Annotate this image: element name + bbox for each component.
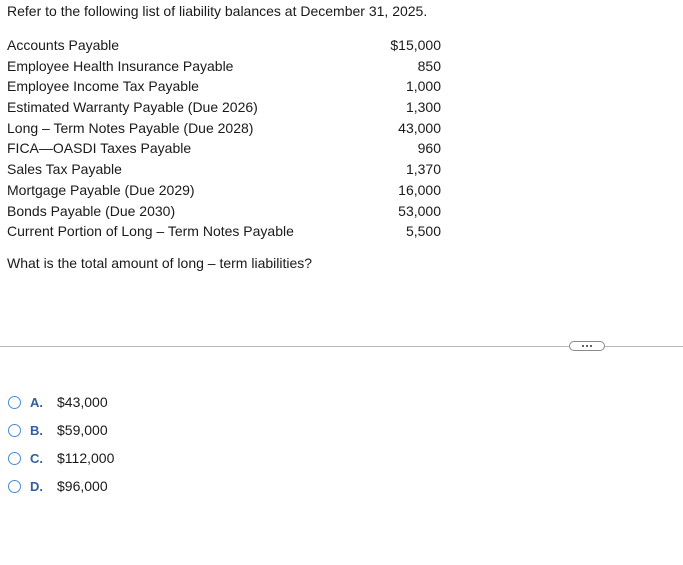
radio-button[interactable] xyxy=(8,396,21,409)
table-row xyxy=(7,118,441,139)
liability-amount: 16,000 xyxy=(398,181,441,198)
liability-amount: 53,000 xyxy=(398,202,441,219)
radio-button[interactable] xyxy=(8,452,21,465)
question-text: What is the total amount of long – term liabilities? xyxy=(7,255,313,271)
problem-intro: Refer to the following list of liability balances at December 31, 2025. xyxy=(7,3,428,19)
answer-options xyxy=(8,388,114,500)
option-a[interactable] xyxy=(8,388,114,416)
liability-label: Long – Term Notes Payable (Due 2028) xyxy=(7,119,254,136)
more-button[interactable] xyxy=(569,341,605,351)
table-row xyxy=(7,221,441,242)
table-row xyxy=(7,138,441,159)
liability-amount: 960 xyxy=(417,140,441,157)
option-letter: D. xyxy=(30,478,43,494)
option-text: $43,000 xyxy=(57,394,108,410)
liability-label: Estimated Warranty Payable (Due 2026) xyxy=(7,99,258,116)
liability-label: Sales Tax Payable xyxy=(7,161,122,178)
table-row xyxy=(7,180,441,201)
option-text: $59,000 xyxy=(57,422,108,438)
liability-amount: 5,500 xyxy=(405,223,441,240)
liability-label: Accounts Payable xyxy=(7,37,120,53)
option-letter: C. xyxy=(30,450,43,466)
table-row xyxy=(7,201,441,222)
liability-balances-table xyxy=(7,35,441,242)
ellipsis-icon xyxy=(590,345,592,347)
option-d[interactable] xyxy=(8,472,114,500)
liability-amount: 43,000 xyxy=(398,119,441,136)
liability-label: Current Portion of Long – Term Notes Payable xyxy=(7,223,294,240)
option-text: $112,000 xyxy=(57,450,115,466)
liability-label: Mortgage Payable (Due 2029) xyxy=(7,181,195,198)
table-row xyxy=(7,159,441,180)
liability-amount: 1,000 xyxy=(405,78,441,95)
liability-amount: 850 xyxy=(417,57,441,74)
radio-button[interactable] xyxy=(8,480,21,493)
liability-label: FICA—OASDI Taxes Payable xyxy=(7,140,192,157)
liability-label: Bonds Payable (Due 2030) xyxy=(7,202,176,219)
option-letter: B. xyxy=(30,422,43,438)
ellipsis-icon xyxy=(586,345,588,347)
liability-label: Employee Income Tax Payable xyxy=(7,78,199,95)
radio-button[interactable] xyxy=(8,424,21,437)
option-b[interactable] xyxy=(8,416,114,444)
option-letter: A. xyxy=(30,394,43,410)
liability-amount: 1,370 xyxy=(405,161,441,178)
liability-amount: $15,000 xyxy=(390,37,441,53)
ellipsis-icon xyxy=(582,345,584,347)
liability-label: Employee Health Insurance Payable xyxy=(7,57,234,74)
liability-amount: 1,300 xyxy=(405,99,441,116)
table-row xyxy=(7,97,441,118)
table-row xyxy=(7,35,441,56)
table-row xyxy=(7,56,441,77)
option-text: $96,000 xyxy=(57,478,108,494)
table-row xyxy=(7,76,441,97)
option-c[interactable] xyxy=(8,444,114,472)
